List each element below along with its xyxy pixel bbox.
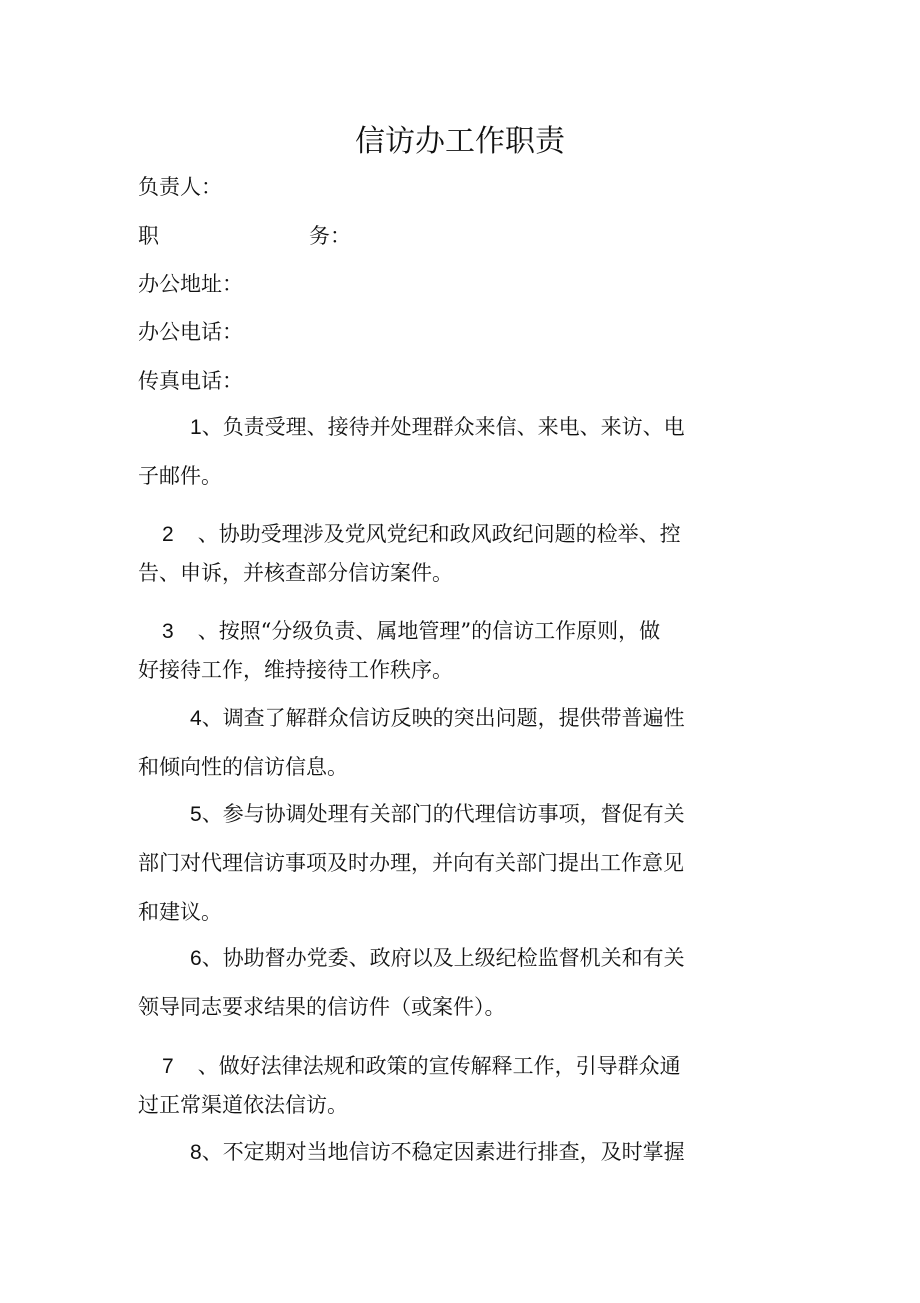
duty-item-2-line-2: 告、申诉，并核查部分信访案件。 xyxy=(138,561,453,585)
duty-item-4-separator: 、 xyxy=(201,706,223,730)
field-position-label-b: 务： xyxy=(309,224,351,248)
duty-item-5-line-2: 部门对代理信访事项及时办理，并向有关部门提出工作意见 xyxy=(138,851,684,875)
duty-item-2-number: 2 xyxy=(162,523,174,546)
duty-item-1-number: 1 xyxy=(190,416,202,439)
duty-item-8-line-1 xyxy=(190,1137,685,1168)
duty-item-4-line-2: 和倾向性的信访信息。 xyxy=(138,755,348,779)
duty-item-7-line-1 xyxy=(162,1051,681,1082)
duty-item-6-line-2: 领导同志要求结果的信访件（或案件）。 xyxy=(138,995,506,1019)
duty-item-7-line-2: 过正常渠道依法信访。 xyxy=(138,1093,348,1117)
duty-item-4-line-1 xyxy=(190,703,685,734)
duty-item-5-text: 参与协调处理有关部门的代理信访事项，督促有关 xyxy=(222,802,685,826)
duty-item-1-line-1 xyxy=(190,412,685,443)
duty-item-3-separator: 、 xyxy=(197,619,219,643)
duty-item-5-separator: 、 xyxy=(201,802,223,826)
field-office-address: 办公地址： xyxy=(138,272,243,296)
duty-item-5-number: 5 xyxy=(190,803,202,826)
document-title: 信访办工作职责 xyxy=(355,124,565,159)
duty-item-2-separator: 、 xyxy=(197,522,219,546)
duty-item-2-line-1 xyxy=(162,519,681,550)
field-position-label-a: 职 xyxy=(138,224,159,248)
duty-item-1-text: 负责受理、接待并处理群众来信、来电、来访、电 xyxy=(222,415,685,439)
field-person-in-charge: 负责人： xyxy=(138,175,222,199)
duty-item-8-separator: 、 xyxy=(201,1140,223,1164)
duty-item-6-line-1 xyxy=(190,943,685,974)
duty-item-3-number: 3 xyxy=(162,620,174,643)
duty-item-1-separator: 、 xyxy=(201,415,223,439)
duty-item-3-line-1 xyxy=(162,616,660,647)
duty-item-4-text: 调查了解群众信访反映的突出问题，提供带普遍性 xyxy=(222,706,685,730)
duty-item-8-number: 8 xyxy=(190,1141,202,1164)
field-position xyxy=(138,221,351,251)
duty-item-7-separator: 、 xyxy=(197,1054,219,1078)
duty-item-6-text: 协助督办党委、政府以及上级纪检监督机关和有关 xyxy=(222,946,685,970)
duty-item-6-separator: 、 xyxy=(201,946,223,970)
field-office-phone: 办公电话： xyxy=(138,320,243,344)
duty-item-4-number: 4 xyxy=(190,707,202,730)
field-fax: 传真电话： xyxy=(138,369,243,393)
duty-item-1-line-2: 子邮件。 xyxy=(138,464,222,488)
duty-item-5-line-3: 和建议。 xyxy=(138,900,222,924)
duty-item-2-text: 协助受理涉及党风党纪和政风政纪问题的检举、控 xyxy=(218,522,681,546)
duty-item-6-number: 6 xyxy=(190,947,202,970)
duty-item-8-text: 不定期对当地信访不稳定因素进行排查，及时掌握 xyxy=(222,1140,685,1164)
duty-item-3-line-2: 好接待工作，维持接待工作秩序。 xyxy=(138,658,453,682)
duty-item-7-text: 做好法律法规和政策的宣传解释工作，引导群众通 xyxy=(218,1054,681,1078)
duty-item-5-line-1 xyxy=(190,799,685,830)
duty-item-7-number: 7 xyxy=(162,1055,174,1078)
duty-item-3-text: 按照“分级负责、属地管理”的信访工作原则，做 xyxy=(218,619,661,643)
